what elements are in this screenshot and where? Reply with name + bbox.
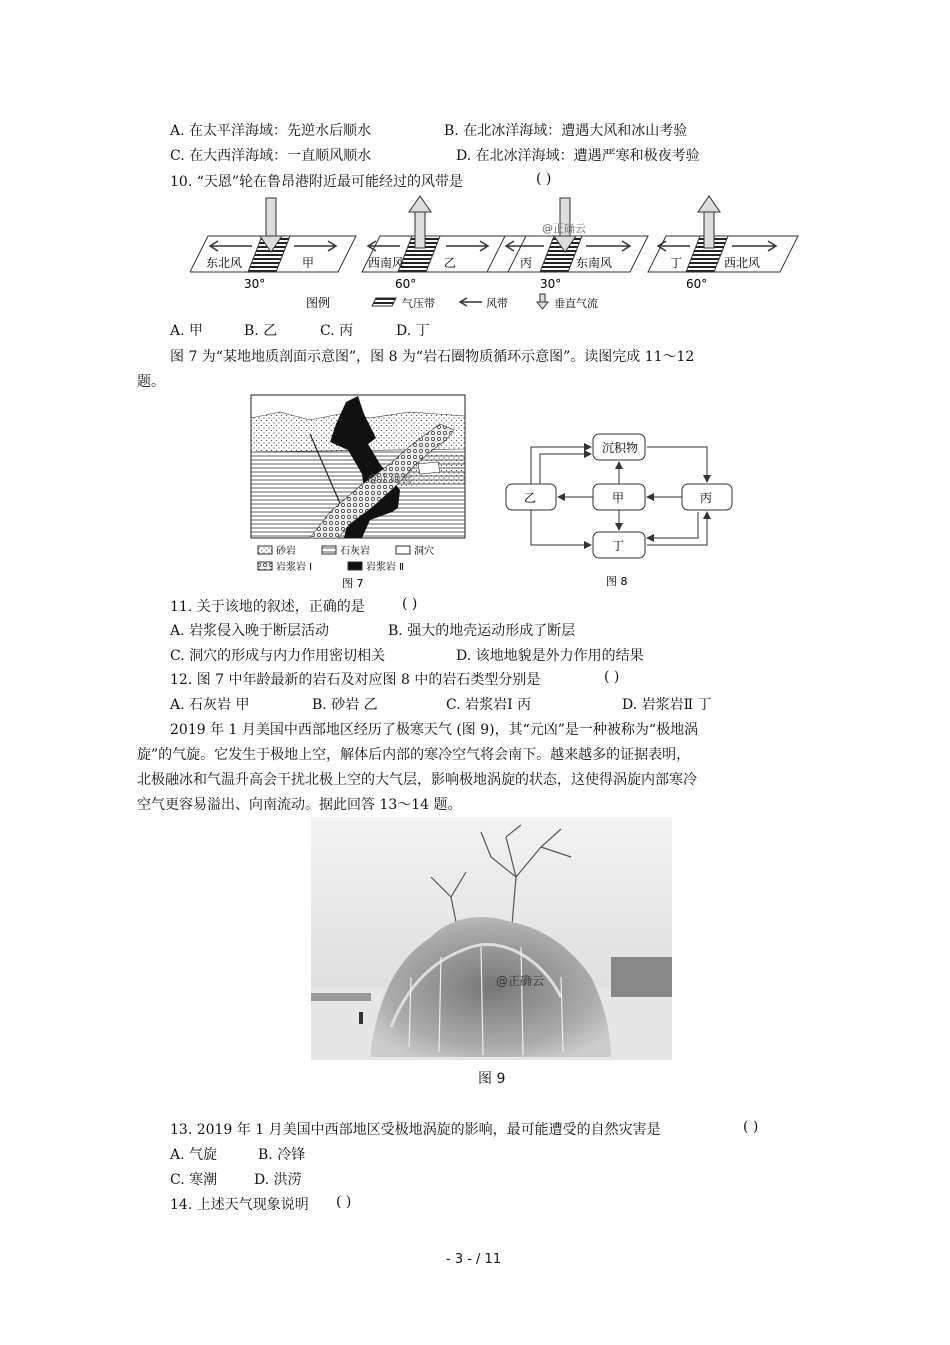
q13-answer-paren: ( ) bbox=[743, 1119, 759, 1135]
q9-option-d: D. 在北冰洋海域：遭遇严寒和极夜考验 bbox=[456, 148, 700, 164]
q14-stem: 14. 上述天气现象说明 bbox=[170, 1197, 309, 1213]
q12-option-b: B. 砂岩 乙 bbox=[312, 697, 378, 713]
fig8-node-sediment: 沉积物 bbox=[602, 441, 639, 455]
q14-answer-paren: ( ) bbox=[336, 1194, 352, 1210]
q13-option-c: C. 寒潮 bbox=[170, 1172, 218, 1188]
q9-option-a: A. 在太平洋海域：先逆水后顺水 bbox=[170, 123, 372, 139]
wind-panel-3-left: 丙 bbox=[520, 256, 533, 270]
q11-option-b: B. 强大的地壳运动形成了断层 bbox=[388, 623, 576, 639]
q10-option-c: C. 丙 bbox=[320, 323, 354, 339]
fig9-caption: 图 9 bbox=[478, 1071, 506, 1087]
q13-option-b: B. 冷锋 bbox=[258, 1147, 306, 1163]
wind-panel-1-lat: 30° bbox=[244, 277, 266, 291]
wind-panel-4-left: 丁 bbox=[670, 256, 683, 270]
wind-panel-3-watermark: @正确云 bbox=[542, 222, 586, 235]
q12-option-d: D. 岩浆岩Ⅱ 丁 bbox=[622, 697, 712, 713]
q11-answer-paren: ( ) bbox=[402, 596, 418, 612]
legend-wind: 风带 bbox=[486, 297, 508, 310]
fig8-node-yi: 乙 bbox=[524, 491, 537, 505]
intro-11-12-line1: 图 7 为“某地地质剖面示意图”，图 8 为“岩石圈物质循环示意图”。读图完成 11～12 bbox=[170, 349, 695, 365]
q12-option-a: A. 石灰岩 甲 bbox=[170, 697, 250, 713]
wind-panel-1 bbox=[190, 198, 356, 291]
wind-panel-1-right: 甲 bbox=[302, 256, 315, 270]
q12-option-c: C. 岩浆岩Ⅰ 丙 bbox=[446, 697, 532, 713]
fig8-node-bing: 丙 bbox=[700, 491, 713, 505]
legend-vertical: 垂直气流 bbox=[554, 297, 598, 310]
fig8-rock-cycle bbox=[500, 428, 740, 592]
intro-11-12-line2: 题。 bbox=[137, 374, 165, 390]
fig7-geologic-section bbox=[250, 394, 466, 592]
fig7-legend-limestone: 石灰岩 bbox=[340, 546, 370, 557]
q10-stem: 10. “天恩”轮在鲁昂港附近最可能经过的风带是 bbox=[170, 174, 464, 190]
fig7-legend-sandstone: 砂岩 bbox=[276, 546, 296, 557]
intro-13-14-line3: 北极融冰和气温升高会干扰北极上空的大气层，影响极地涡旋的状态，这使得涡旋内部寒冷 bbox=[137, 772, 697, 788]
wind-panel-4-right: 西北风 bbox=[724, 256, 761, 270]
fig7-legend-cave: 洞穴 bbox=[414, 546, 434, 557]
q11-option-d: D. 该地地貌是外力作用的结果 bbox=[456, 648, 644, 664]
q10-option-a: A. 甲 bbox=[170, 323, 204, 339]
q11-option-a: A. 岩浆侵入晚于断层活动 bbox=[170, 623, 330, 639]
q10-option-d: D. 丁 bbox=[396, 323, 430, 339]
q10-option-b: B. 乙 bbox=[244, 323, 278, 339]
q11-option-c: C. 洞穴的形成与内力作用密切相关 bbox=[170, 648, 386, 664]
fig8-node-jia: 甲 bbox=[612, 491, 625, 505]
wind-belt-figure bbox=[190, 194, 800, 314]
legend-title: 图例 bbox=[306, 296, 331, 310]
wind-panel-4 bbox=[648, 196, 798, 291]
wind-panel-4-lat: 60° bbox=[686, 277, 708, 291]
wind-panel-3 bbox=[487, 198, 648, 291]
page-number: - 3 - / 11 bbox=[446, 1252, 502, 1267]
wind-panel-2-left: 西南风 bbox=[368, 256, 405, 270]
q9-option-b: B. 在北冰洋海域：遭遇大风和冰山考验 bbox=[444, 123, 688, 139]
q9-option-c: C. 在大西洋海域：一直顺风顺水 bbox=[170, 148, 372, 164]
intro-13-14-line1: 2019 年 1 月美国中西部地区经历了极寒天气 (图 9)，其“元凶”是一种被称为“极地涡 bbox=[170, 722, 699, 738]
wind-panel-2-lat: 60° bbox=[395, 277, 417, 291]
intro-13-14-line4: 空气更容易溢出、向南流动。据此回答 13～14 题。 bbox=[137, 797, 462, 813]
fig7-watermark: @正确云 bbox=[368, 472, 412, 485]
fig8-caption: 图 8 bbox=[606, 575, 628, 588]
fig9-frozen-tree-photo bbox=[311, 817, 672, 1060]
q11-stem: 11. 关于该地的叙述，正确的是 bbox=[170, 599, 365, 615]
wind-panel-1-left: 东北风 bbox=[206, 256, 243, 270]
q13-option-d: D. 洪涝 bbox=[254, 1172, 302, 1188]
q12-stem: 12. 图 7 中年龄最新的岩石及对应图 8 中的岩石类型分别是 bbox=[170, 672, 541, 688]
q10-answer-paren: ( ) bbox=[536, 171, 552, 187]
wind-panel-2-right: 乙 bbox=[444, 256, 457, 270]
q13-option-a: A. 气旋 bbox=[170, 1147, 218, 1163]
fig9-watermark: @正确云 bbox=[496, 974, 545, 988]
fig7-legend bbox=[258, 544, 434, 573]
fig7-legend-magma1: 岩浆岩 Ⅰ bbox=[276, 562, 313, 573]
wind-panel-3-right: 东南风 bbox=[576, 256, 613, 270]
fig7-caption: 图 7 bbox=[342, 577, 364, 590]
wind-figure-legend bbox=[306, 294, 598, 310]
q13-stem: 13. 2019 年 1 月美国中西部地区受极地涡旋的影响，最可能遭受的自然灾害是 bbox=[170, 1122, 661, 1138]
wind-panel-3-lat: 30° bbox=[540, 277, 562, 291]
legend-pressure: 气压带 bbox=[402, 297, 435, 310]
fig7-legend-magma2: 岩浆岩 Ⅱ bbox=[366, 562, 405, 573]
fig8-node-ding: 丁 bbox=[612, 539, 625, 553]
intro-13-14-line2: 旋”的气旋。它发生于极地上空，解体后内部的寒冷空气将会南下。越来越多的证据表明， bbox=[137, 747, 691, 763]
q12-answer-paren: ( ) bbox=[604, 669, 620, 685]
